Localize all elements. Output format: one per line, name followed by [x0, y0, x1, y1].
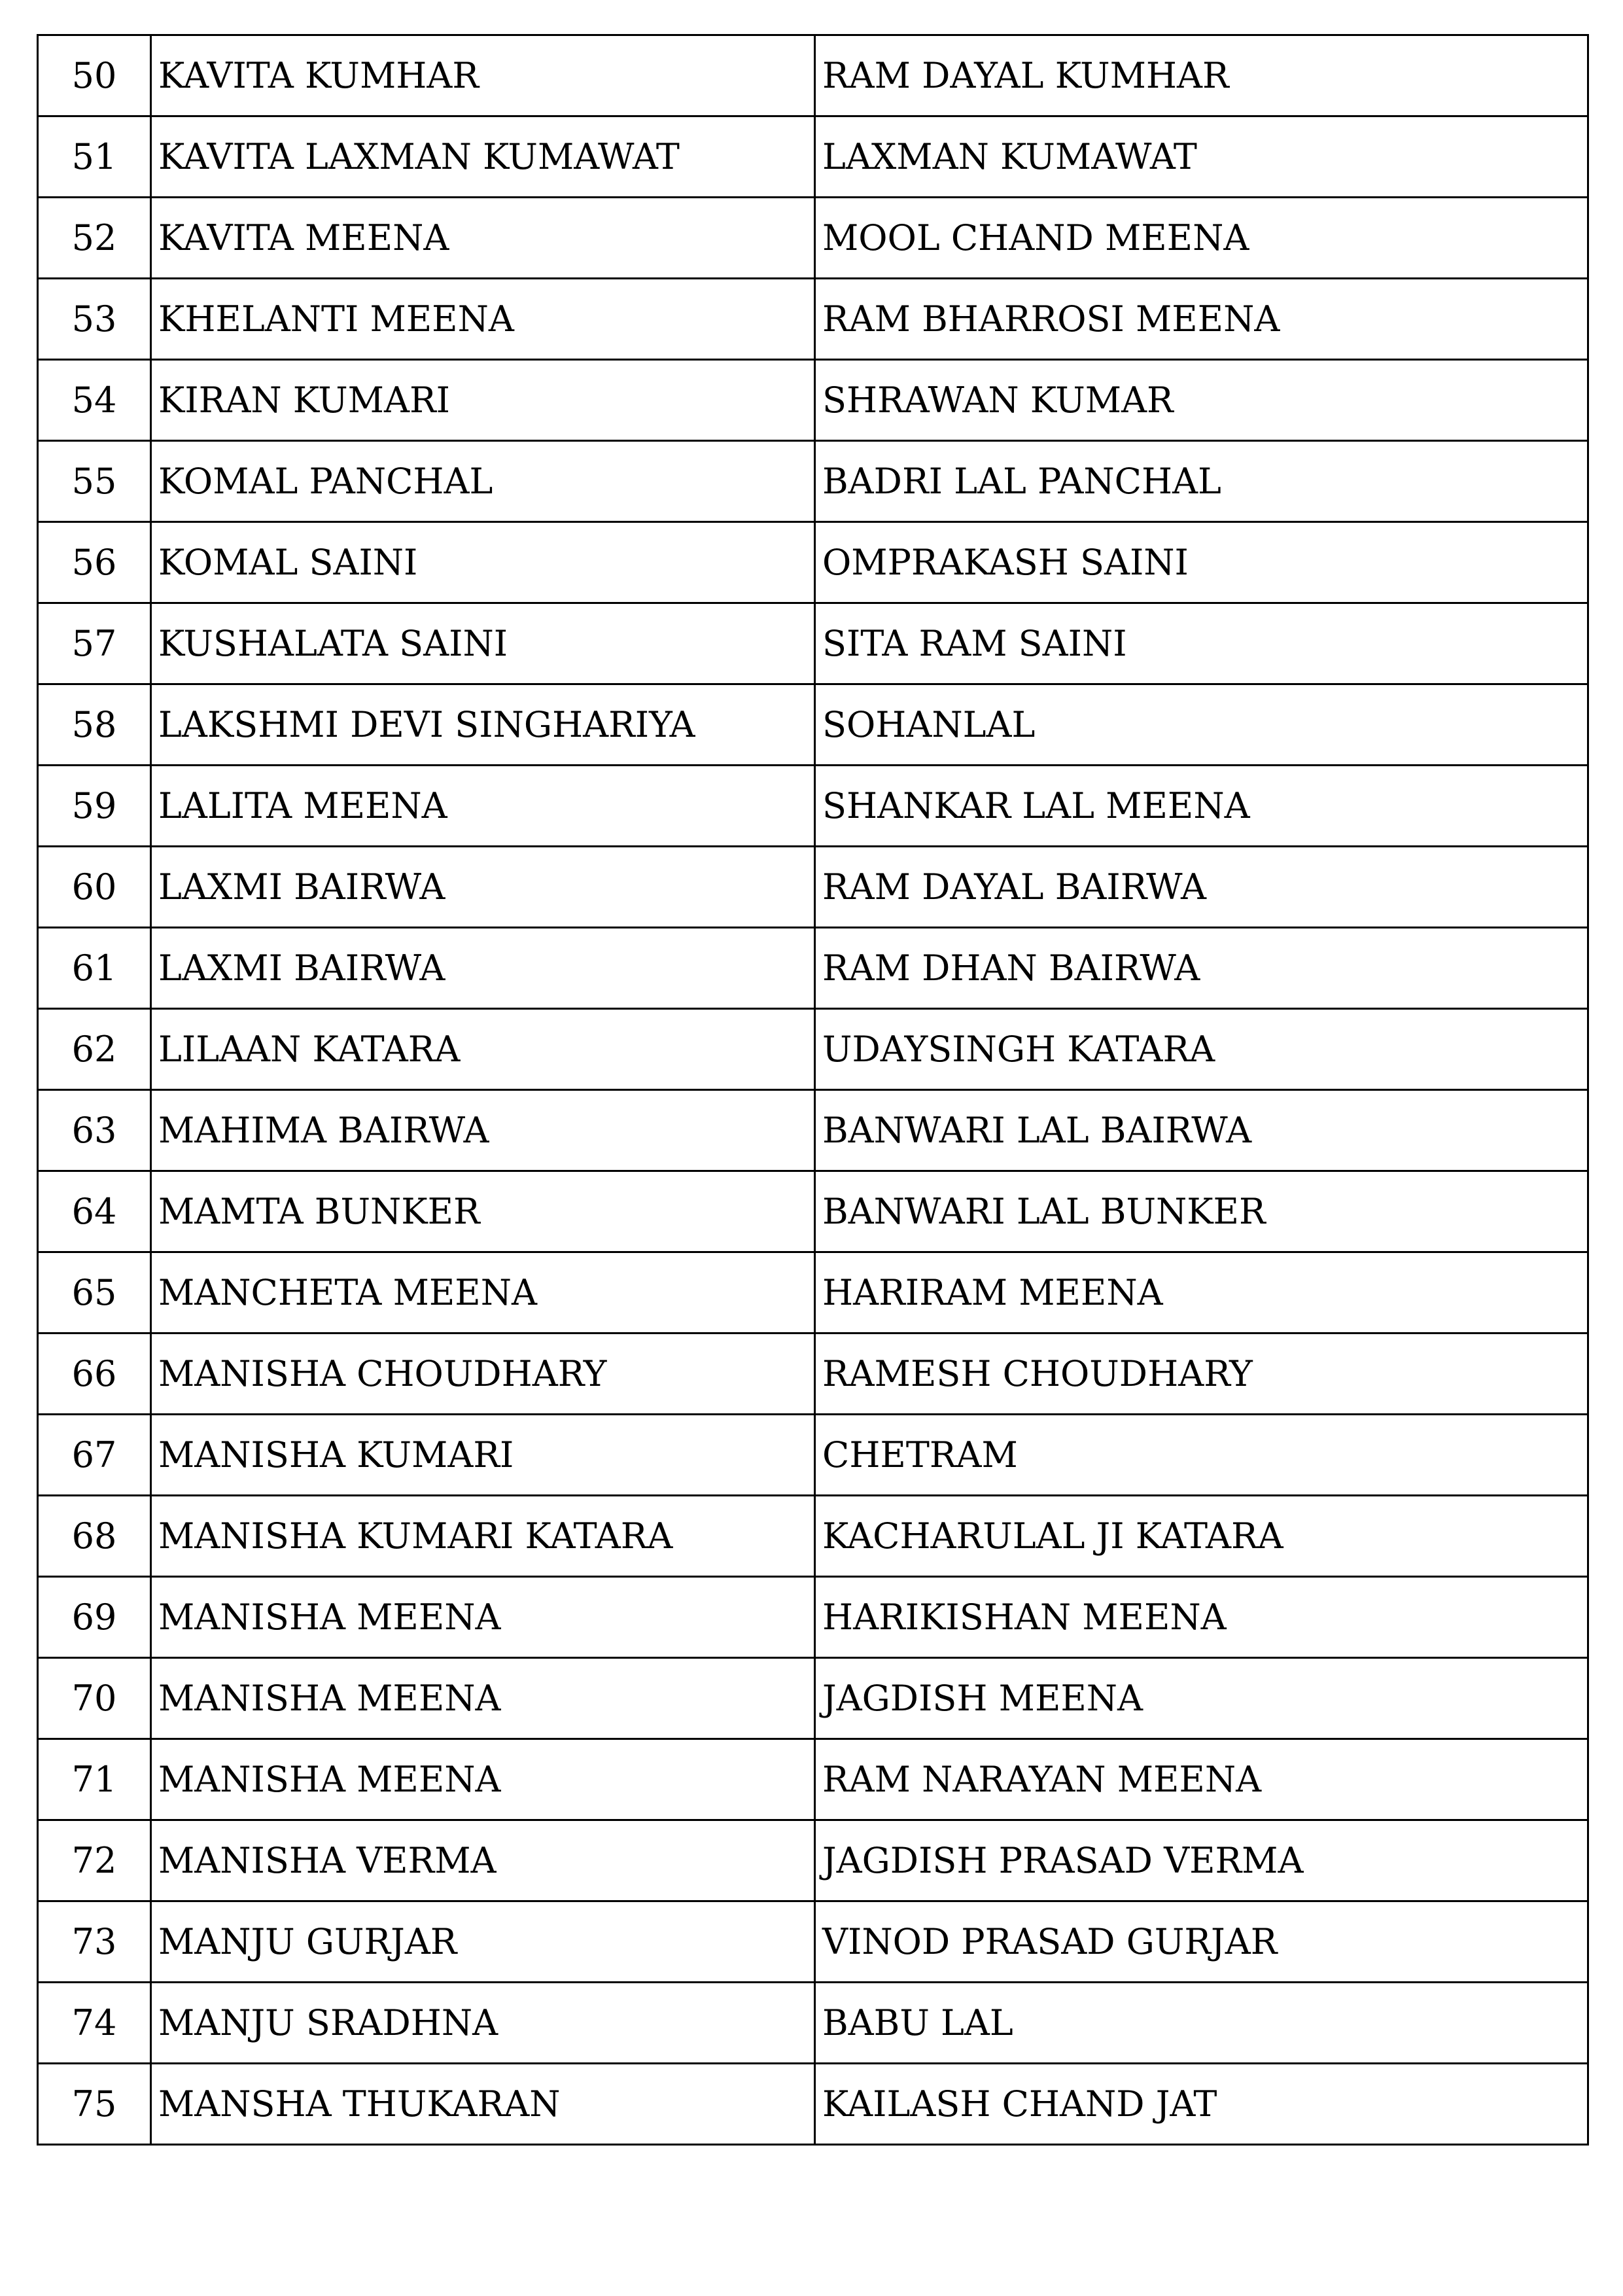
- father-name-cell: LAXMAN KUMAWAT: [815, 116, 1588, 198]
- father-name-cell: RAMESH CHOUDHARY: [815, 1333, 1588, 1415]
- father-name-cell: MOOL CHAND MEENA: [815, 198, 1588, 279]
- serial-number-cell: 50: [38, 35, 151, 116]
- serial-number-cell: 73: [38, 1901, 151, 1983]
- table-row: [38, 684, 1588, 766]
- father-name-cell: JAGDISH PRASAD VERMA: [815, 1820, 1588, 1901]
- candidate-name-cell: LAKSHMI DEVI SINGHARIYA: [151, 684, 815, 766]
- table-row: [38, 1658, 1588, 1739]
- serial-number-cell: 68: [38, 1496, 151, 1577]
- name-list-table-body: [38, 35, 1588, 2145]
- father-name-cell: KAILASH CHAND JAT: [815, 2064, 1588, 2145]
- table-row: [38, 1009, 1588, 1090]
- father-name-cell: KACHARULAL JI KATARA: [815, 1496, 1588, 1577]
- serial-number-cell: 66: [38, 1333, 151, 1415]
- serial-number-cell: 64: [38, 1171, 151, 1252]
- table-row: [38, 1333, 1588, 1415]
- table-row: [38, 1820, 1588, 1901]
- candidate-name-cell: KHELANTI MEENA: [151, 279, 815, 360]
- serial-number-cell: 57: [38, 603, 151, 684]
- table-row: [38, 1496, 1588, 1577]
- serial-number-cell: 52: [38, 198, 151, 279]
- serial-number-cell: 55: [38, 441, 151, 522]
- table-row: [38, 2064, 1588, 2145]
- table-row: [38, 1415, 1588, 1496]
- table-row: [38, 441, 1588, 522]
- serial-number-cell: 59: [38, 766, 151, 847]
- table-row: [38, 847, 1588, 928]
- table-row: [38, 35, 1588, 116]
- candidate-name-cell: MANSHA THUKARAN: [151, 2064, 815, 2145]
- candidate-name-cell: MANISHA KUMARI: [151, 1415, 815, 1496]
- table-row: [38, 766, 1588, 847]
- candidate-name-cell: MANISHA CHOUDHARY: [151, 1333, 815, 1415]
- serial-number-cell: 74: [38, 1983, 151, 2064]
- table-row: [38, 1252, 1588, 1333]
- candidate-name-cell: MANISHA MEENA: [151, 1739, 815, 1820]
- candidate-name-cell: MAHIMA BAIRWA: [151, 1090, 815, 1171]
- candidate-name-cell: MANISHA MEENA: [151, 1658, 815, 1739]
- serial-number-cell: 70: [38, 1658, 151, 1739]
- table-row: [38, 1577, 1588, 1658]
- father-name-cell: OMPRAKASH SAINI: [815, 522, 1588, 603]
- father-name-cell: UDAYSINGH KATARA: [815, 1009, 1588, 1090]
- table-row: [38, 522, 1588, 603]
- father-name-cell: SOHANLAL: [815, 684, 1588, 766]
- candidate-name-cell: LAXMI BAIRWA: [151, 928, 815, 1009]
- candidate-name-cell: KAVITA MEENA: [151, 198, 815, 279]
- candidate-name-cell: LALITA MEENA: [151, 766, 815, 847]
- serial-number-cell: 61: [38, 928, 151, 1009]
- candidate-name-cell: MANJU SRADHNA: [151, 1983, 815, 2064]
- serial-number-cell: 67: [38, 1415, 151, 1496]
- candidate-name-cell: MANISHA KUMARI KATARA: [151, 1496, 815, 1577]
- father-name-cell: RAM NARAYAN MEENA: [815, 1739, 1588, 1820]
- candidate-name-cell: LILAAN KATARA: [151, 1009, 815, 1090]
- father-name-cell: RAM BHARROSI MEENA: [815, 279, 1588, 360]
- candidate-name-cell: KIRAN KUMARI: [151, 360, 815, 441]
- serial-number-cell: 72: [38, 1820, 151, 1901]
- serial-number-cell: 53: [38, 279, 151, 360]
- table-row: [38, 1983, 1588, 2064]
- candidate-name-cell: MANCHETA MEENA: [151, 1252, 815, 1333]
- serial-number-cell: 60: [38, 847, 151, 928]
- candidate-name-cell: MANISHA MEENA: [151, 1577, 815, 1658]
- candidate-name-cell: LAXMI BAIRWA: [151, 847, 815, 928]
- serial-number-cell: 51: [38, 116, 151, 198]
- table-row: [38, 1171, 1588, 1252]
- table-row: [38, 603, 1588, 684]
- father-name-cell: CHETRAM: [815, 1415, 1588, 1496]
- candidate-name-cell: KOMAL SAINI: [151, 522, 815, 603]
- table-row: [38, 928, 1588, 1009]
- name-list-table: [37, 34, 1589, 2146]
- serial-number-cell: 63: [38, 1090, 151, 1171]
- serial-number-cell: 69: [38, 1577, 151, 1658]
- father-name-cell: BANWARI LAL BUNKER: [815, 1171, 1588, 1252]
- father-name-cell: HARIKISHAN MEENA: [815, 1577, 1588, 1658]
- father-name-cell: RAM DHAN BAIRWA: [815, 928, 1588, 1009]
- table-row: [38, 198, 1588, 279]
- father-name-cell: VINOD PRASAD GURJAR: [815, 1901, 1588, 1983]
- father-name-cell: BADRI LAL PANCHAL: [815, 441, 1588, 522]
- table-row: [38, 1901, 1588, 1983]
- candidate-name-cell: MANISHA VERMA: [151, 1820, 815, 1901]
- father-name-cell: JAGDISH MEENA: [815, 1658, 1588, 1739]
- table-row: [38, 1739, 1588, 1820]
- table-row: [38, 1090, 1588, 1171]
- father-name-cell: BABU LAL: [815, 1983, 1588, 2064]
- serial-number-cell: 58: [38, 684, 151, 766]
- table-row: [38, 116, 1588, 198]
- serial-number-cell: 56: [38, 522, 151, 603]
- father-name-cell: RAM DAYAL BAIRWA: [815, 847, 1588, 928]
- father-name-cell: RAM DAYAL KUMHAR: [815, 35, 1588, 116]
- candidate-name-cell: KOMAL PANCHAL: [151, 441, 815, 522]
- father-name-cell: SITA RAM SAINI: [815, 603, 1588, 684]
- candidate-name-cell: MANJU GURJAR: [151, 1901, 815, 1983]
- candidate-name-cell: KUSHALATA SAINI: [151, 603, 815, 684]
- candidate-name-cell: MAMTA BUNKER: [151, 1171, 815, 1252]
- father-name-cell: SHRAWAN KUMAR: [815, 360, 1588, 441]
- serial-number-cell: 65: [38, 1252, 151, 1333]
- table-row: [38, 279, 1588, 360]
- candidate-name-cell: KAVITA LAXMAN KUMAWAT: [151, 116, 815, 198]
- table-row: [38, 360, 1588, 441]
- serial-number-cell: 71: [38, 1739, 151, 1820]
- father-name-cell: SHANKAR LAL MEENA: [815, 766, 1588, 847]
- serial-number-cell: 75: [38, 2064, 151, 2145]
- father-name-cell: HARIRAM MEENA: [815, 1252, 1588, 1333]
- serial-number-cell: 54: [38, 360, 151, 441]
- serial-number-cell: 62: [38, 1009, 151, 1090]
- father-name-cell: BANWARI LAL BAIRWA: [815, 1090, 1588, 1171]
- candidate-name-cell: KAVITA KUMHAR: [151, 35, 815, 116]
